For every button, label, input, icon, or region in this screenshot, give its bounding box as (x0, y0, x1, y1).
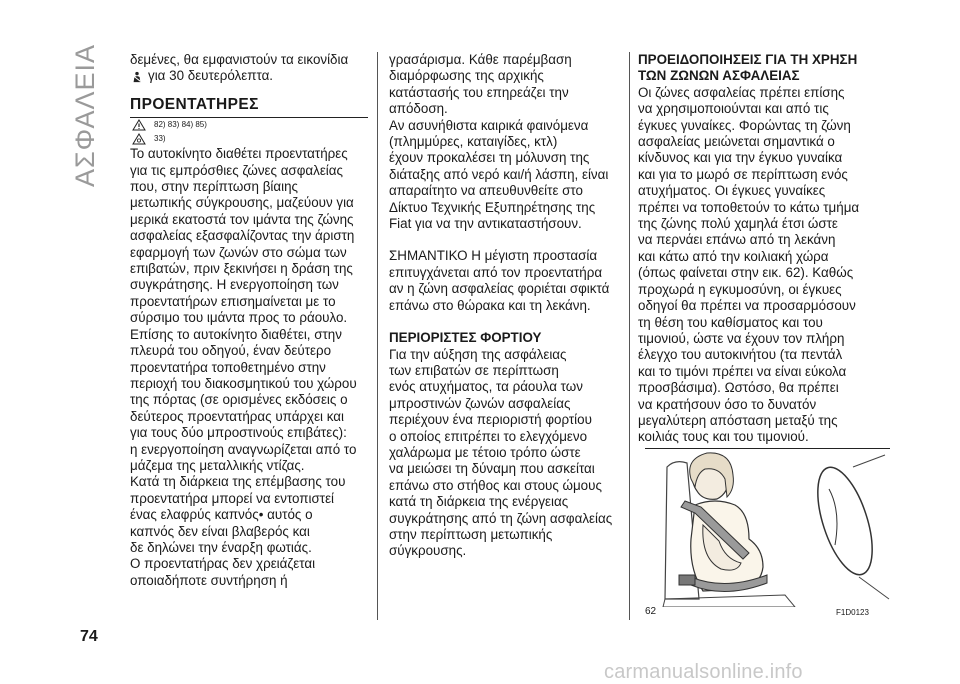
text-line: διάταξης από νερό και/ή λάσπη, είναι (389, 166, 609, 182)
text-line: συγκράτησης από τη ζώνη ασφαλείας (389, 510, 613, 526)
text-line: ασφαλείας μειώνεται σημαντικά ο (638, 134, 835, 150)
pretensioners-body-continued (389, 52, 627, 232)
text-line: Κατά τη διάρκεια της επέμβασης του (130, 474, 346, 490)
text-line: μάζεμα της μεταλλικής ντίζας. (130, 457, 305, 473)
column-divider (629, 52, 630, 620)
seatbelt-warning-icon (130, 71, 144, 83)
column-middle (389, 52, 627, 560)
text-line: κίνδυνος και για την έγκυο γυναίκα (638, 150, 843, 166)
text-line: περιοχή του διακοσμητικού του χώρου (130, 375, 357, 391)
notes-row (132, 132, 368, 146)
text-line: επιβατών, πριν ξεκινήσει η δράση της (130, 261, 353, 277)
watermark: carmanualsonline.info (604, 661, 803, 683)
text-line: για τις εμπρόσθιες ζώνες ασφαλείας (130, 162, 343, 178)
text-line: της πόρτας (σε ορισμένες εκδόσεις ο (130, 392, 348, 408)
column-left (130, 52, 368, 589)
text-line: έλεγχο του αυτοκινήτου (τα πεντάλ (638, 347, 843, 363)
text-line: και το τιμόνι πρέπει να είναι εύκολα (638, 363, 847, 379)
text-line: απαραίτητο να απευθυνθείτε στο (389, 183, 583, 199)
pregnant-woman-seatbelt-illustration (645, 449, 890, 607)
text-line: Επίσης το αυτοκίνητο διαθέτει, στην (130, 326, 342, 342)
text-line: ένας ελαφρύς καπνός• αυτός ο (130, 507, 313, 523)
text-line: κατά τη διάρκεια της ενέργειας (389, 494, 569, 510)
important-note (389, 248, 627, 314)
text-line: προσβάσιμα). Ωστόσο, θα πρέπει (638, 380, 839, 396)
text-line: (όπως φαίνεται στην εικ. 62). Καθώς (638, 265, 854, 281)
text-line: Οι ζώνες ασφαλείας πρέπει επίσης (638, 84, 845, 100)
figure-number: 62 (645, 606, 657, 617)
text-line: καπνός δεν είναι βλαβερός και (130, 523, 310, 539)
text-line: τιμονιού, ώστε να έχουν τον πλήρη (638, 330, 845, 346)
text-line: πρέπει να τοποθετούν το κάτω τμήμα (638, 199, 860, 215)
intro-line (130, 68, 368, 84)
text-line: προχωρά η εγκυμοσύνη, οι έγκυες (638, 281, 842, 297)
text-line: δεύτερος προεντατήρας υπάρχει και (130, 408, 344, 424)
text-line: σύγκρουσης. (389, 543, 467, 559)
text-line: εφαρμογή των ζωνών στο σώμα των (130, 244, 347, 260)
text-line: Για την αύξηση της ασφάλειας (389, 346, 567, 362)
text-line: Ο προεντατήρας δεν χρειάζεται (130, 556, 316, 572)
text-line: ΣΗΜΑΝΤΙΚΟ Η μέγιστη προστασία (389, 248, 598, 264)
figure-code: F1D0123 (836, 608, 869, 617)
text-line: αν η ζώνη ασφαλείας φοριέται σφικτά (389, 281, 610, 297)
warning-triangle-icon (132, 119, 146, 131)
text-line: να κρατήσουν όσο το δυνατόν (638, 396, 817, 412)
text-line: κοιλιάς τους και του τιμονιού. (638, 429, 809, 445)
heading-load-limiters: ΠΕΡΙΟΡΙΣΤΕΣ ΦΟΡΤΙΟΥ (389, 330, 542, 346)
text-line: ο οποίος επιτρέπει το ελεγχόμενο (389, 428, 588, 444)
text-line: χαλάρωμα με τέτοιο τρόπο ώστε (389, 444, 581, 460)
text-line: να περνάει επάνω από τη λεκάνη (638, 232, 836, 248)
text-line: να χρησιμοποιούνται και από τις (638, 101, 829, 117)
text-line: (πλημμύρες, καταιγίδες, κτλ) (389, 134, 558, 150)
text-line: τη θέση του καθίσματος και του (638, 314, 823, 330)
text-line: η ενεργοποίηση αναγνωρίζεται από το (130, 441, 357, 457)
text-line: Δίκτυο Τεχνικής Εξυπηρέτησης της (389, 199, 596, 215)
text-line: ενός ατυχήματος, τα ράουλα των (389, 379, 583, 395)
text-line: έγκυες γυναίκες. Φορώντας τη ζώνη (638, 117, 851, 133)
text-line: δε δηλώνει την έναρξη φωτιάς. (130, 539, 312, 555)
pretensioners-body (130, 146, 368, 589)
text-line: των επιβατών σε περίπτωση (389, 362, 559, 378)
text-line: Αν ασυνήθιστα καιρικά φαινόμενα (389, 117, 589, 133)
text-line: για τους δύο μπροστινούς επιβάτες): (130, 425, 347, 441)
text-line: κατάστασής του επηρεάζει την (389, 84, 569, 100)
load-limiters-body (389, 347, 627, 560)
text-line: προεντατήρα τοποθετημένο στην (130, 359, 326, 375)
figure-pregnant-seatbelt (645, 448, 890, 619)
text-line: Το αυτοκίνητο διαθέτει προεντατήρες (130, 146, 348, 162)
text-line: περιέχουν ένα περιοριστή φορτίου (389, 412, 592, 428)
text-line: στην περίπτωση μετωπικής (389, 526, 553, 542)
text-line: να μειώσει τη δύναμη που ασκείται (389, 461, 595, 477)
heading-warnings-line: ΤΩΝ ΖΩΝΩΝ ΑΣΦΑΛΕΙΑΣ (638, 68, 800, 84)
text-line: ασφαλείας εξασφαλίζοντας την άριστη (130, 228, 355, 244)
intro-line-text: για 30 δευτερόλεπτα. (148, 68, 274, 84)
text-line: απόδοση. (389, 101, 448, 117)
text-line: οδηγοί θα πρέπει να προσαρμόσουν (638, 298, 856, 314)
column-right (638, 52, 888, 446)
text-line: πλευρά του οδηγού, έναν δεύτερο (130, 343, 332, 359)
section-title-pretensioners: ΠΡΟΕΝΤΑΤΗΡΕΣ (130, 97, 368, 118)
text-line: προεντατήρων επισημαίνεται με το (130, 293, 336, 309)
text-line: έχουν προκαλέσει τη μόλυνση της (389, 150, 590, 166)
text-line: διαμόρφωσης της αρχικής (389, 68, 544, 84)
text-line: Fiat για να την αντικαταστήσουν. (389, 216, 582, 232)
text-line: επάνω στο στήθος και στους ώμους (389, 477, 602, 493)
text-line: που, στην περίπτωση βίαιης (130, 179, 298, 195)
text-line: και για το μωρό σε περίπτωση ενός (638, 166, 848, 182)
text-line: μετωπικής σύγκρουσης, μαζεύουν για (130, 195, 354, 211)
notes-row (132, 118, 368, 132)
text-line: οποιαδήποτε συντήρηση ή (130, 572, 288, 588)
text-line: και κάτω από την κοιλιακή χώρα (638, 248, 829, 264)
text-line: μπροστινών ζωνών ασφαλείας (389, 395, 571, 411)
column-divider (377, 52, 378, 620)
warnings-body (638, 85, 888, 446)
intro-line: δεμένες, θα εμφανιστούν τα εικονίδια (130, 52, 349, 67)
section-side-tab (66, 40, 106, 190)
text-line: σύρσιμο του ιμάντα προς το ράουλο. (130, 310, 348, 326)
text-line: μεγαλύτερη απόσταση μεταξύ της (638, 412, 838, 428)
text-line: μερικά εκατοστά τον ιμάντα της ζώνης (130, 211, 354, 227)
notes-refs: 33) (154, 134, 166, 144)
page-number: 74 (80, 628, 98, 645)
text-line: ατυχήματος. Οι έγκυες γυναίκες (638, 183, 826, 199)
text-line: επάνω στο θώρακα και τη λεκάνη. (389, 297, 591, 313)
section-side-tab-label: ΑΣΦΑΛΕΙΑ (70, 43, 101, 187)
text-line: προεντατήρα μπορεί να εντοπιστεί (130, 490, 335, 506)
text-line: επιτυγχάνεται από τον προεντατήρα (389, 264, 603, 280)
notes-refs: 82) 83) 84) 85) (154, 120, 207, 130)
heading-warnings-line: ΠΡΟΕΙΔΟΠΟΙΗΣΕΙΣ ΓΙΑ ΤΗ ΧΡΗΣΗ (638, 52, 858, 67)
attention-triangle-icon (132, 133, 146, 145)
text-line: της ζώνης πολύ χαμηλά έτσι ώστε (638, 216, 838, 232)
text-line: συγκράτησης. Η ενεργοποίηση των (130, 277, 339, 293)
text-line: γρασάρισμα. Κάθε παρέμβαση (389, 52, 572, 67)
